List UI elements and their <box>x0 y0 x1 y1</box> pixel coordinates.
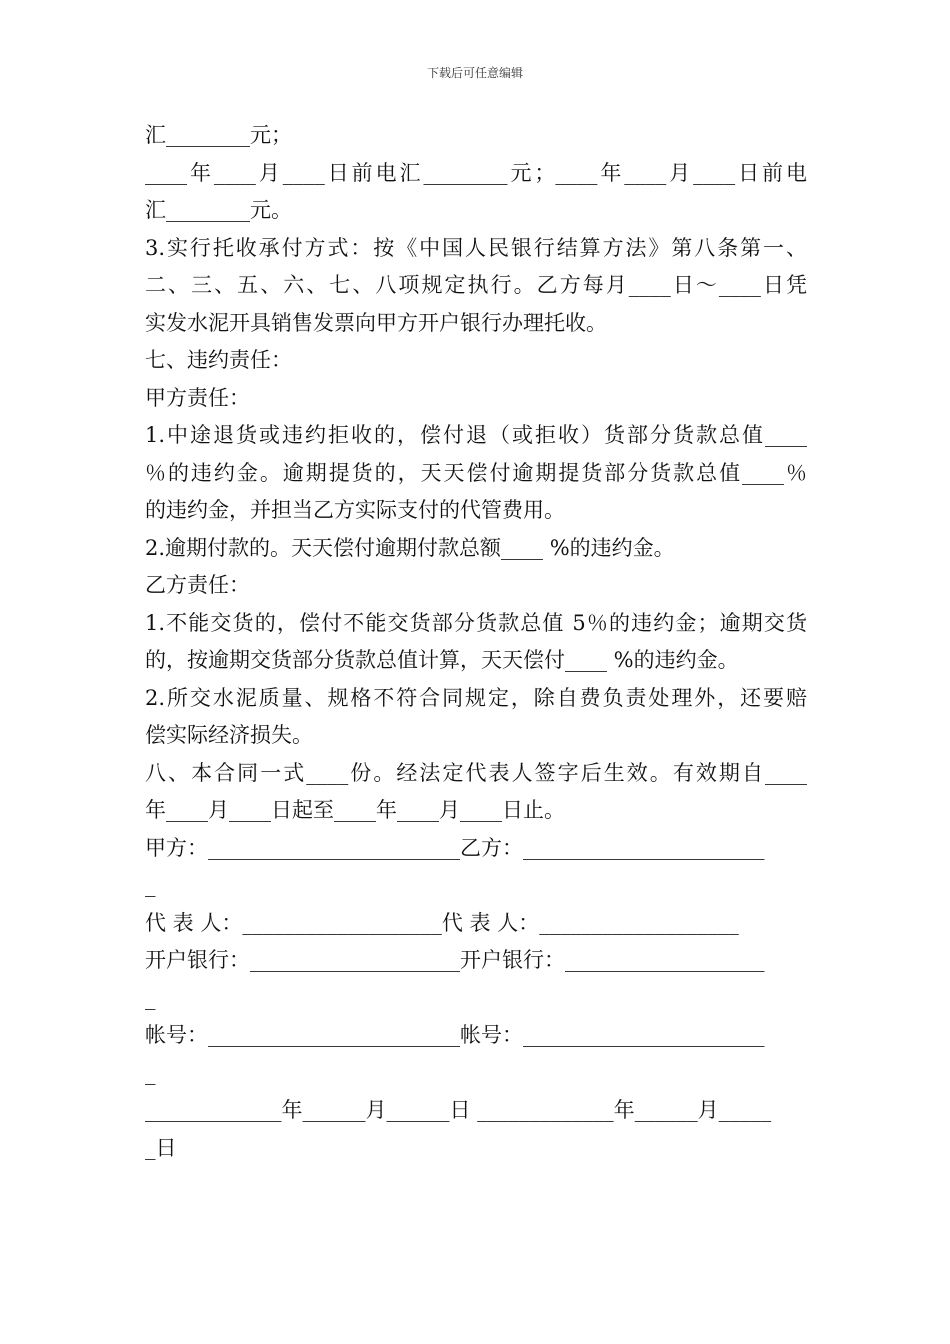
document-body <box>145 117 807 1167</box>
document-line: 汇________元； <box>145 123 292 147</box>
page-header: 下载后可任意编辑 <box>426 66 523 80</box>
document-line: 甲方责任： <box>145 385 250 410</box>
document-line: _ <box>145 985 156 1010</box>
document-line: ____年____月____日前电汇________元；____年____月____日前电 <box>145 160 807 185</box>
document-line: 八、本合同一式____份。经法定代表人签字后生效。有效期自____ <box>145 760 807 785</box>
document-line: 3.实行托收承付方式：按《中国人民银行结算方法》第八条第一、 <box>145 235 807 260</box>
document-line: _ <box>145 1060 156 1085</box>
document-line: 帐号：________________________帐号：_______________________ <box>145 1023 765 1047</box>
document-line: 偿实际经济损失。 <box>145 723 313 747</box>
document-line: _日 <box>145 1135 177 1160</box>
document-line: 2.逾期付款的。天天偿付逾期付款总额____ %的违约金。 <box>145 535 675 560</box>
document-line: ％的违约金。逾期提货的，天天偿付逾期提货部分货款总值____％ <box>145 460 807 485</box>
document-line: 2.所交水泥质量、规格不符合同规定，除自费负责处理外，还要赔 <box>145 685 807 710</box>
document-line: 的违约金，并担当乙方实际支付的代管费用。 <box>145 498 565 522</box>
document-line: 汇________元。 <box>145 198 292 222</box>
document-line: _ <box>145 873 156 897</box>
document-line: 代 表 人：___________________代 表 人：___________________ <box>145 910 739 935</box>
document-line: 七、违约责任： <box>145 348 292 372</box>
document-line: 实发水泥开具销售发票向甲方开户银行办理托收。 <box>145 310 607 335</box>
document-line: 二、三、五、六、七、八项规定执行。乙方每月____日～____日凭 <box>145 273 807 297</box>
document-line: 1.不能交货的，偿付不能交货部分货款总值 5％的违约金；逾期交货 <box>145 610 807 635</box>
document-line: 乙方责任： <box>145 573 250 597</box>
document-line: 开户银行：____________________开户银行：___________________ <box>145 948 765 972</box>
document-line: 1.中途退货或违约拒收的，偿付退（或拒收）货部分货款总值____ <box>145 423 807 447</box>
document-line: 年____月____日起至____年____月____日止。 <box>145 798 565 822</box>
document-line: 的，按逾期交货部分货款总值计算，天天偿付____ %的违约金。 <box>145 648 739 672</box>
document-line: 甲方：________________________乙方：_______________________ <box>145 835 765 860</box>
document-line: _____________年______月______日 _____________年______月_____ <box>145 1098 772 1122</box>
